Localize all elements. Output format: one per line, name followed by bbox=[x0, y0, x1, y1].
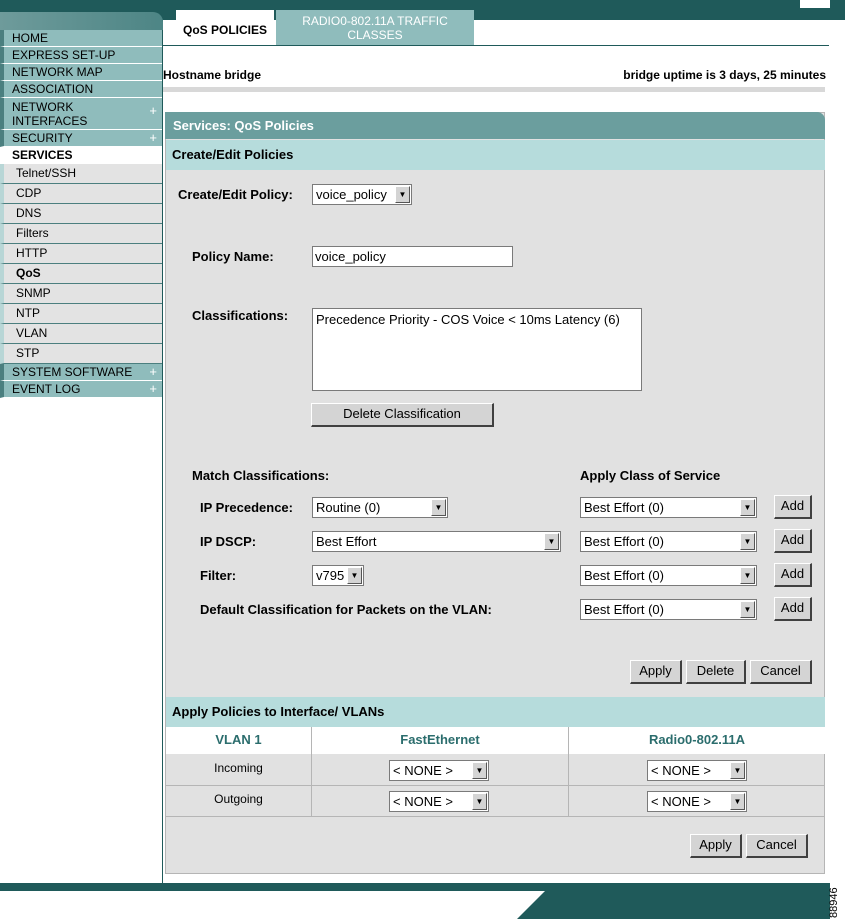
chevron-down-icon[interactable]: ▼ bbox=[544, 533, 559, 550]
outgoing-label: Outgoing bbox=[214, 792, 263, 806]
sidebar-subitem-vlan[interactable] bbox=[0, 324, 163, 344]
apply-interfaces-button[interactable]: Apply bbox=[690, 834, 742, 858]
add-filter-button[interactable]: Add bbox=[774, 563, 812, 587]
tab-radio-label-line2: CLASSES bbox=[347, 28, 403, 42]
sidebar-subitem-qos[interactable] bbox=[0, 264, 163, 284]
fastethernet-header: FastEthernet bbox=[312, 727, 569, 754]
expand-plus-icon[interactable]: + bbox=[149, 381, 157, 396]
sidebar-subitem-cdp[interactable] bbox=[0, 184, 163, 204]
select-value: Best Effort (0) bbox=[584, 602, 664, 617]
sidebar bbox=[0, 30, 163, 398]
sidebar-item-label: EXPRESS SET-UP bbox=[12, 48, 116, 62]
sidebar-subitem-label: DNS bbox=[16, 206, 42, 220]
sidebar-subitem-label: NTP bbox=[16, 306, 40, 320]
sidebar-subitem-dns[interactable] bbox=[0, 204, 163, 224]
header-divider bbox=[163, 87, 825, 92]
sidebar-item-system-software[interactable] bbox=[0, 364, 163, 381]
sidebar-item-services[interactable] bbox=[0, 147, 163, 164]
expand-plus-icon[interactable]: + bbox=[149, 130, 157, 145]
sidebar-subitem-label: HTTP bbox=[16, 246, 48, 260]
sidebar-item-association[interactable] bbox=[0, 81, 163, 98]
list-item[interactable]: Precedence Priority - COS Voice < 10ms Latency (6) bbox=[316, 312, 620, 327]
sidebar-item-label: INTERFACES bbox=[12, 114, 88, 128]
section-apply-policies: Apply Policies to Interface/ VLANs bbox=[166, 697, 825, 727]
sidebar-subitem-snmp[interactable] bbox=[0, 284, 163, 304]
create-edit-policy-select[interactable] bbox=[312, 184, 412, 205]
sidebar-item-label: HOME bbox=[12, 31, 48, 45]
apply-class-of-service-label: Apply Class of Service bbox=[580, 468, 721, 483]
classifications-listbox[interactable] bbox=[312, 308, 642, 391]
chevron-down-icon[interactable]: ▼ bbox=[740, 499, 755, 516]
hostname-label: Hostname bridge bbox=[163, 68, 262, 82]
create-edit-policy-label: Create/Edit Policy: bbox=[178, 187, 293, 202]
cancel-button[interactable]: Cancel bbox=[750, 660, 812, 684]
tab-radio-label-line1: RADIO0-802.11A TRAFFIC bbox=[302, 14, 448, 28]
ip-precedence-select[interactable] bbox=[312, 497, 448, 518]
policy-name-label: Policy Name: bbox=[192, 249, 274, 264]
chevron-down-icon[interactable]: ▼ bbox=[347, 567, 362, 584]
frame-bottom-cut bbox=[517, 891, 545, 919]
sidebar-subitem-label: QoS bbox=[16, 266, 41, 280]
sidebar-item-label: SERVICES bbox=[12, 148, 73, 162]
sidebar-border bbox=[162, 30, 163, 886]
chevron-down-icon[interactable]: ▼ bbox=[740, 601, 755, 618]
cancel-interfaces-button[interactable]: Cancel bbox=[746, 834, 808, 858]
tab-radio-traffic-classes[interactable] bbox=[276, 10, 474, 45]
ip-dscp-label: IP DSCP: bbox=[200, 534, 257, 549]
select-value: Best Effort (0) bbox=[584, 500, 664, 515]
row-separator bbox=[166, 816, 825, 817]
select-value: Routine (0) bbox=[316, 500, 381, 515]
sidebar-subitem-http[interactable] bbox=[0, 244, 163, 264]
match-classifications-label: Match Classifications: bbox=[192, 468, 330, 483]
vlan-header: VLAN 1 bbox=[166, 727, 312, 754]
radio-header: Radio0-802.11A bbox=[569, 727, 825, 754]
add-ip-precedence-button[interactable]: Add bbox=[774, 495, 812, 519]
filter-select[interactable] bbox=[312, 565, 364, 586]
filter-cos-select[interactable] bbox=[580, 565, 757, 586]
outgoing-fastethernet-select[interactable] bbox=[389, 791, 489, 812]
chevron-down-icon[interactable]: ▼ bbox=[740, 567, 755, 584]
chevron-down-icon[interactable]: ▼ bbox=[431, 499, 446, 516]
select-value: v795 bbox=[316, 568, 345, 583]
ip-dscp-cos-select[interactable] bbox=[580, 531, 757, 552]
frame-bottom-bar bbox=[0, 883, 830, 891]
apply-button[interactable]: Apply bbox=[630, 660, 682, 684]
sidebar-subitem-label: CDP bbox=[16, 186, 42, 200]
chevron-down-icon[interactable]: ▼ bbox=[472, 793, 487, 810]
frame-top-left-gradient bbox=[0, 12, 163, 30]
tab-underline bbox=[163, 45, 829, 46]
default-classification-label: Default Classification for Packets on the VLAN: bbox=[200, 602, 492, 617]
frame-bottom-shape bbox=[517, 891, 830, 919]
figure-number: 88946 bbox=[828, 887, 840, 918]
panel-title: Services: QoS Policies bbox=[165, 112, 825, 139]
sidebar-subitem-telnet-ssh[interactable] bbox=[0, 164, 163, 184]
ip-precedence-cos-select[interactable] bbox=[580, 497, 757, 518]
select-value: < NONE > bbox=[651, 763, 711, 778]
sidebar-item-home[interactable] bbox=[0, 30, 163, 47]
sidebar-item-label: EVENT LOG bbox=[12, 382, 81, 396]
uptime-label: bridge uptime is 3 days, 25 minutes bbox=[623, 68, 826, 82]
select-value: Best Effort (0) bbox=[584, 568, 664, 583]
select-value: < NONE > bbox=[393, 794, 453, 809]
chevron-down-icon[interactable]: ▼ bbox=[472, 762, 487, 779]
chevron-down-icon[interactable]: ▼ bbox=[740, 533, 755, 550]
select-value: Best Effort bbox=[316, 534, 377, 549]
policy-name-input[interactable] bbox=[312, 246, 513, 267]
chevron-down-icon[interactable]: ▼ bbox=[395, 186, 410, 203]
sidebar-item-network-map[interactable] bbox=[0, 64, 163, 81]
expand-plus-icon[interactable]: + bbox=[149, 364, 157, 379]
sidebar-item-security[interactable] bbox=[0, 130, 163, 147]
sidebar-subitem-label: VLAN bbox=[16, 326, 48, 340]
sidebar-subitem-stp[interactable] bbox=[0, 344, 163, 364]
delete-classification-button[interactable]: Delete Classification bbox=[311, 403, 494, 427]
sidebar-item-express-setup[interactable] bbox=[0, 47, 163, 64]
sidebar-subitem-label: Telnet/SSH bbox=[16, 166, 77, 180]
chevron-down-icon[interactable]: ▼ bbox=[730, 762, 745, 779]
incoming-radio-select[interactable] bbox=[647, 760, 747, 781]
expand-plus-icon[interactable]: + bbox=[149, 103, 157, 118]
select-value: Best Effort (0) bbox=[584, 534, 664, 549]
select-value: < NONE > bbox=[393, 763, 453, 778]
incoming-label: Incoming bbox=[214, 761, 263, 775]
add-default-button[interactable]: Add bbox=[774, 597, 812, 621]
outgoing-radio-select[interactable] bbox=[647, 791, 747, 812]
sidebar-item-label: NETWORK bbox=[12, 100, 74, 114]
row-separator bbox=[166, 785, 825, 786]
section-create-edit-policies: Create/Edit Policies bbox=[166, 140, 825, 170]
sidebar-subitem-label: SNMP bbox=[16, 286, 51, 300]
select-value: voice_policy bbox=[316, 187, 387, 202]
tab-qos-policies[interactable]: QoS POLICIES bbox=[176, 10, 274, 45]
sidebar-subitem-label: Filters bbox=[16, 226, 49, 240]
add-ip-dscp-button[interactable]: Add bbox=[774, 529, 812, 553]
ip-dscp-select[interactable] bbox=[312, 531, 561, 552]
classifications-label: Classifications: bbox=[192, 308, 289, 323]
delete-button[interactable]: Delete bbox=[686, 660, 746, 684]
input-value: voice_policy bbox=[315, 249, 386, 264]
default-cos-select[interactable] bbox=[580, 599, 757, 620]
sidebar-item-label: SECURITY bbox=[12, 131, 73, 145]
chevron-down-icon[interactable]: ▼ bbox=[730, 793, 745, 810]
sidebar-item-network-interfaces[interactable] bbox=[0, 98, 163, 130]
sidebar-subitem-label: STP bbox=[16, 346, 40, 360]
sidebar-item-label: SYSTEM SOFTWARE bbox=[12, 365, 133, 379]
sidebar-item-label: NETWORK MAP bbox=[12, 65, 103, 79]
frame-top-notch bbox=[800, 0, 830, 8]
sidebar-item-event-log[interactable] bbox=[0, 381, 163, 398]
sidebar-item-label: ASSOCIATION bbox=[12, 82, 94, 96]
incoming-fastethernet-select[interactable] bbox=[389, 760, 489, 781]
sidebar-subitem-filters[interactable] bbox=[0, 224, 163, 244]
select-value: < NONE > bbox=[651, 794, 711, 809]
sidebar-subitem-ntp[interactable] bbox=[0, 304, 163, 324]
filter-label: Filter: bbox=[200, 568, 237, 583]
ip-precedence-label: IP Precedence: bbox=[200, 500, 293, 515]
